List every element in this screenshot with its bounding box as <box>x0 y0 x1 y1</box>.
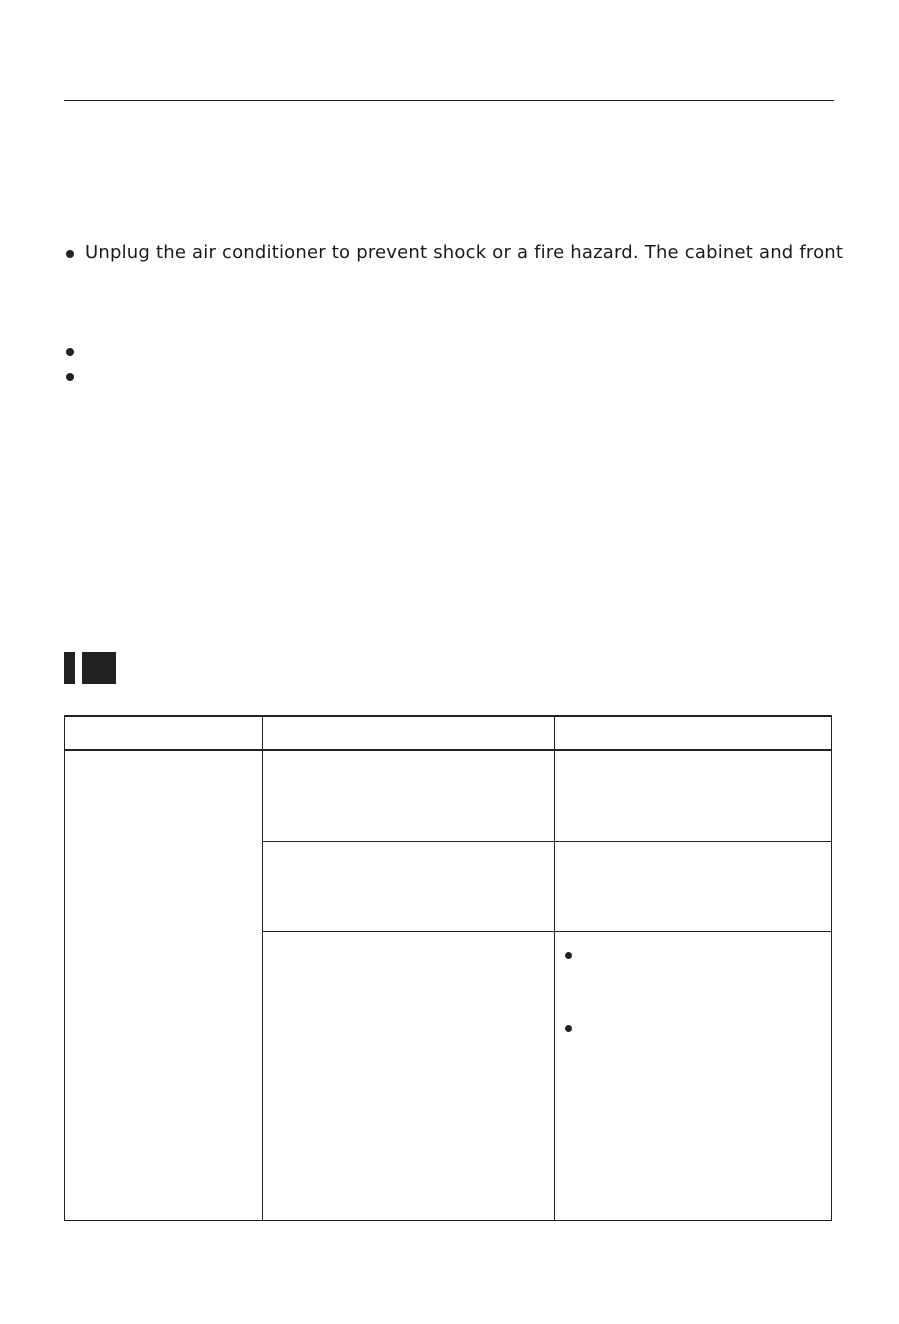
header-rule <box>64 100 834 101</box>
header-cell-cause <box>263 716 555 750</box>
section-marker-block <box>82 652 116 684</box>
table-header-row <box>65 716 832 750</box>
section-marker-bar <box>64 652 75 684</box>
bullet-point-icon <box>565 952 572 959</box>
solution-cell <box>555 750 832 841</box>
bullet-point-icon <box>66 373 74 381</box>
bullet-point-icon <box>565 1025 572 1032</box>
cause-cell <box>263 841 555 931</box>
cause-cell <box>263 931 555 1220</box>
solution-cell <box>555 841 832 931</box>
header-cell-solution <box>555 716 832 750</box>
table-row <box>65 750 832 841</box>
bullet-point-icon <box>66 250 74 258</box>
cause-cell <box>263 750 555 841</box>
problem-cell <box>65 750 263 1221</box>
unplug-warning-text: Unplug the air conditioner to prevent shock or a fire hazard. The cabinet and front <box>85 242 844 263</box>
header-cell-problem <box>65 716 263 750</box>
solution-cell-bulleted <box>555 931 832 1220</box>
bullet-point-icon <box>66 348 74 356</box>
troubleshooting-table <box>64 715 832 1221</box>
